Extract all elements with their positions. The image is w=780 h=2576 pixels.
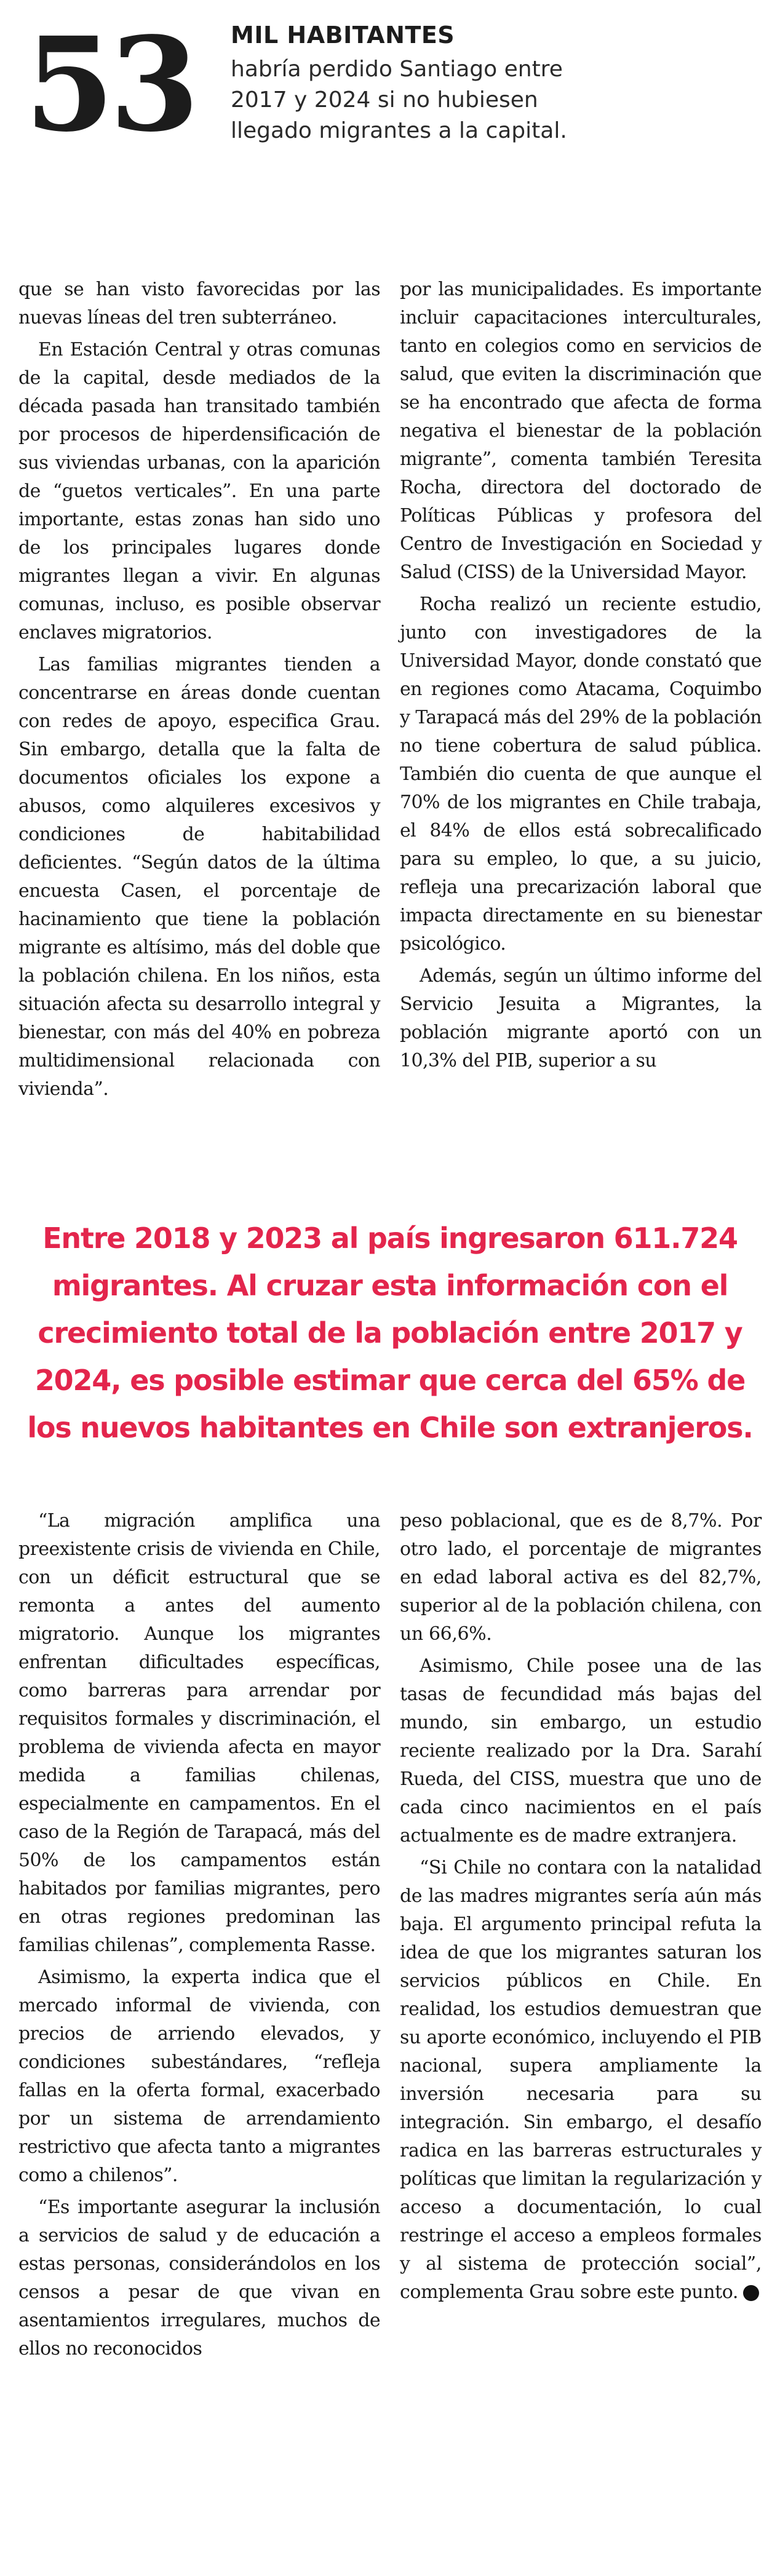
article-top-right-column <box>400 276 762 1180</box>
paragraph: peso poblacional, que es de 8,7%. Por otro lado, el porcentaje de migrantes en edad laboral activa es del 82,7%, superior al de la población chilena, con un 66,6%. <box>400 1510 762 1645</box>
end-mark-icon <box>743 2285 759 2301</box>
paragraph-final <box>400 1854 762 2307</box>
article-bottom-left-column <box>18 1507 380 2565</box>
article-bottom-right-column <box>400 1507 762 2565</box>
stat-callout <box>25 9 757 161</box>
paragraph: que se han visto favorecidas por las nuevas líneas del tren subterráneo. <box>18 279 380 328</box>
paragraph: “La migración amplifica una preexistente crisis de vivienda en Chile, con un déficit estructural que se remonta a antes del aumento migratorio. Aunque los migrantes enfrentan dificultades específicas, como barreras para arrendar por requisitos formales y discriminación, el problema de vivienda afecta en mayor medida a familias chilenas, especialmente en campamentos. En el caso de la Región de Tarapacá, más del 50% de los campamentos están habitados por familias migrantes, pero en otras regiones predominan las familias chilenas”, complementa Rasse. <box>18 1510 380 1956</box>
article-bottom <box>18 1507 762 2565</box>
article-top-left-column <box>18 276 380 1180</box>
paragraph: “Es importante asegurar la inclusión a servicios de salud y de educación a estas personas, considerándolos en los censos a pesar de que vivan en asentamientos irregulares, muchos de ellos no reconocidos <box>18 2196 380 2359</box>
paragraph: Rocha realizó un reciente estudio, junto con investigadores de la Universidad Mayor, donde constató que en regiones como Atacama, Coquimbo y Tarapacá más del 29% de la población no tiene cobertura de salud pública. También dio cuenta de que aunque el 70% de los migrantes en Chile trabaja, el 84% de ellos está sobrecalificado para su empleo, lo que, a su juicio, refleja una precarización laboral que impacta directamente en su bienestar psicológico. <box>400 594 762 955</box>
article-top <box>18 276 762 1180</box>
pull-quote: Entre 2018 y 2023 al país ingresaron 611.724 migrantes. Al cruzar esta información con el crecimiento total de la población entre 2017 y 2024, es posible estimar que cerca del 65% de los nuevos habitantes en Chile son extranjeros. <box>27 1222 753 1444</box>
stat-number: 53 <box>25 9 195 161</box>
paragraph-final-text: “Si Chile no contara con la natalidad de las madres migrantes sería aún más baja. El argumento principal refuta la idea de que los migrantes saturan los servicios públicos en Chile. En realidad, los estudios demuestran que su aporte económico, incluyendo el PIB nacional, supera ampliamente la inversión necesaria para su integración. Sin embargo, el desafío radica en las barreras estructurales y políticas que limitan la regularización y acceso a documentación, lo cual restringe el acceso a empleos formales y al sistema de protección social”, complementa Grau sobre este punto. <box>400 1857 762 2303</box>
paragraph: En Estación Central y otras comunas de la capital, desde mediados de la década pasada han transitado también por procesos de hiperdensificación de sus viviendas urbanas, con la aparición de “guetos verticales”. En una parte importante, estas zonas han sido uno de los principales lugares donde migrantes llegan a vivir. En algunas comunas, incluso, es posible observar enclaves migratorios. <box>18 339 380 643</box>
stat-description: habría perdido Santiago entre 2017 y 2024 si no hubiesen llegado migrantes a la capital. <box>231 57 567 143</box>
paragraph: Asimismo, la experta indica que el mercado informal de vivienda, con precios de arriendo elevados, y condiciones subestándares, “refleja fallas en la oferta formal, exacerbado por un sistema de arrendamiento restrictivo que afecta tanto a migrantes como a chilenos”. <box>18 1966 380 2186</box>
paragraph: por las municipalidades. Es importante incluir capacitaciones interculturales, tanto en colegios como en servicios de salud, que eviten la discriminación que se ha encontrado que afecta de forma negativa el bienestar de la población migrante”, comenta también Teresita Rocha, directora del doctorado de Políticas Públicas y profesora del Centro de Investigación en Sociedad y Salud (CISS) de la Universidad Mayor. <box>400 279 762 583</box>
paragraph: Las familias migrantes tienden a concentrarse en áreas donde cuentan con redes de apoyo, especifica Grau. Sin embargo, detalla que la falta de documentos oficiales los expone a abusos, como alquileres excesivos y condiciones de habitabilidad deficientes. “Según datos de la última encuesta Casen, el porcentaje de hacinamiento que tiene la población migrante es altísimo, más del doble que la población chilena. En los niños, esta situación afecta su desarrollo integral y bienestar, con más del 40% en pobreza multidimensional relacionada con vivienda”. <box>18 654 380 1100</box>
stat-title: MIL HABITANTES <box>231 22 455 49</box>
paragraph: Además, según un último informe del Servicio Jesuita a Migrantes, la población migrante aportó con un 10,3% del PIB, superior a su <box>400 965 762 1071</box>
paragraph: Asimismo, Chile posee una de las tasas de fecundidad más bajas del mundo, sin embargo, un estudio reciente realizado por la Dra. Sarahí Rueda, del CISS, muestra que uno de cada cinco nacimientos en el país actualmente es de madre extranjera. <box>400 1655 762 1847</box>
